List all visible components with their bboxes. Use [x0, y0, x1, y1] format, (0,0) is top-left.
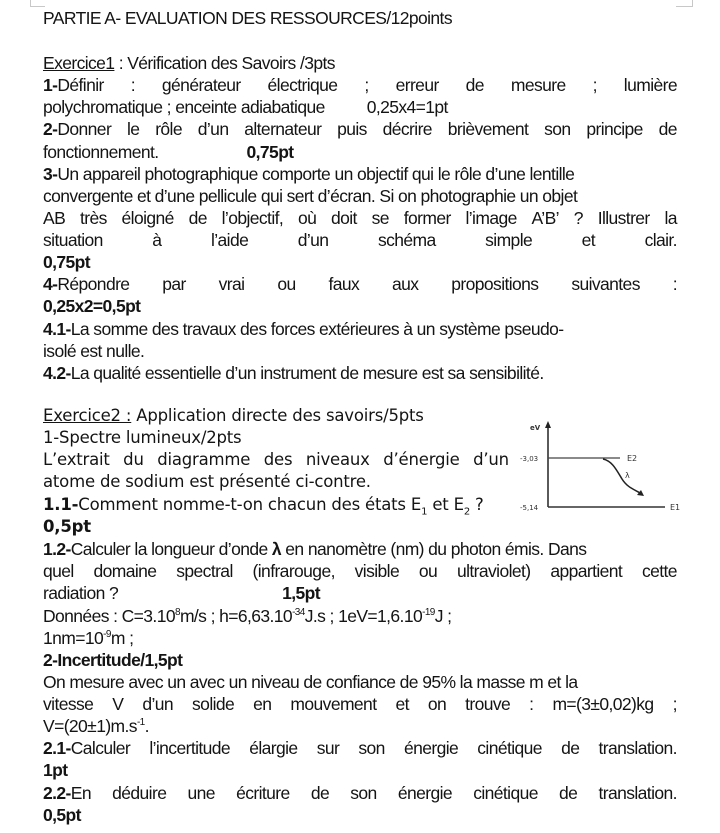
word: V: [112, 694, 124, 714]
svg-text:E2: E2: [627, 454, 638, 463]
donnees-nm-exp: -9: [103, 629, 111, 640]
word: la: [664, 208, 677, 228]
svg-text:-5,14: -5,14: [520, 504, 539, 512]
exercise1-label: Exercice1: [43, 53, 115, 73]
word: translation.: [598, 738, 677, 758]
ex2-q12-text-b: en nanomètre (nm) du photon émis. Dans: [281, 539, 587, 559]
word: diagramme: [157, 450, 251, 469]
word: d’un: [142, 694, 174, 714]
page-corner-mark-left: [30, 0, 45, 7]
svg-text:λ: λ: [625, 471, 630, 480]
ex1-q42-text: La qualité essentielle d’un instrument de mesure est sa sensibilité.: [70, 363, 544, 383]
word: principe: [586, 119, 643, 139]
ex2-donnees-nm: [43, 627, 677, 649]
word: propositions: [451, 274, 539, 294]
word: 2.2-En: [43, 783, 91, 803]
word: puis: [337, 119, 367, 139]
word: suivantes: [571, 274, 640, 294]
partie-title: [43, 7, 677, 29]
question-number: 2.1-: [43, 738, 71, 758]
word: quel: [43, 561, 74, 581]
question-number: 2.2-: [43, 783, 71, 803]
donnees-nm-unit: m ;: [110, 628, 134, 648]
word: son: [358, 738, 385, 758]
word: par: [162, 274, 186, 294]
word: (infrarouge,: [252, 561, 335, 581]
svg-text:E1: E1: [670, 503, 681, 512]
word: éloigné: [121, 208, 174, 228]
word: une: [187, 783, 215, 803]
lambda-symbol: λ: [271, 539, 282, 559]
ex2-inc-line3: [43, 715, 677, 737]
word: mouvement: [290, 694, 377, 714]
word: l’aide: [210, 230, 249, 250]
ex1-q42-number: 4.2-: [43, 363, 71, 383]
ex1-q41-line1: [43, 318, 677, 340]
word: appartient: [550, 561, 623, 581]
ex2-q21-line1: [43, 737, 677, 759]
word: énergie: [403, 738, 459, 758]
ex2-q11-number: 1.1-: [43, 495, 79, 514]
ex2-q12-points: 1,5pt: [282, 583, 320, 603]
word: 2.1-Calculer: [43, 738, 131, 758]
ex1-q41-text-2: isolé est nulle.: [43, 341, 145, 361]
ex2-q11-end: ?: [470, 495, 484, 514]
word: des: [263, 450, 293, 469]
ex2-q11-sub2: 2: [463, 506, 470, 518]
word: de: [465, 75, 484, 95]
word: ;: [672, 694, 677, 714]
ex1-q3-line2: [43, 185, 677, 207]
word: très: [79, 208, 107, 228]
word: l’objectif,: [221, 208, 284, 228]
word: :: [672, 274, 677, 294]
ex2-q22-line1: [43, 782, 677, 804]
word: son: [350, 783, 377, 803]
ex2-inc-text-1: On mesure avec un avec un niveau de confiance de 95% la masse m et la: [43, 672, 578, 692]
word: Illustrer: [597, 208, 650, 228]
ex2-q22-points-text: 0,5pt: [43, 805, 81, 825]
word: :: [130, 75, 135, 95]
page-corner-mark-right: [676, 0, 693, 7]
exercise2-label: Exercice2 :: [43, 406, 132, 425]
question-number: 4-: [43, 274, 58, 294]
ex2-inc-end: .: [144, 716, 149, 736]
ex1-q1-text: polychromatique ; enceinte adiabatique: [43, 97, 325, 117]
donnees-nm: 1nm=10: [43, 628, 104, 648]
word: de: [658, 119, 677, 139]
ex1-q4-points-text: 0,25x2=0,5pt: [43, 296, 141, 316]
ex2-q12-line2: [43, 560, 677, 582]
word: A’B’: [531, 208, 559, 228]
donnees-h-exp: -34: [292, 607, 305, 618]
word: à: [152, 230, 162, 250]
donnees-c: Données : C=3.10: [43, 606, 175, 626]
question-number: 2-: [43, 119, 58, 139]
word: doit: [331, 208, 357, 228]
word: ou: [277, 274, 296, 294]
word: et: [581, 230, 596, 250]
word: domaine: [93, 561, 157, 581]
ex2-q11-sub1: 1: [421, 506, 428, 518]
ex2-inc-line2: [43, 693, 677, 715]
word: l’image: [465, 208, 517, 228]
word: élargie: [249, 738, 298, 758]
word: trouve: [465, 694, 511, 714]
word: d’un: [473, 450, 509, 469]
ex2-q11-text: Comment nomme-t-on chacun des états E: [78, 495, 422, 514]
ex2-q12-number: 1.2-: [43, 539, 71, 559]
word: m=(3±0,02)kg: [552, 694, 654, 714]
word: erreur: [395, 75, 439, 95]
word: d’un: [297, 230, 329, 250]
word: ;: [364, 75, 369, 95]
ex1-q4-line1: [43, 273, 677, 295]
ex2-inc-text-3: V=(20±1)m.s: [43, 716, 137, 736]
ex1-q42-line1: [43, 362, 677, 384]
word: vitesse: [43, 694, 94, 714]
word: ultraviolet): [456, 561, 531, 581]
ex1-q3-line4: [43, 229, 677, 251]
exercise2-title-rest: Application directe des savoirs/5pts: [131, 406, 424, 425]
word: mesure: [510, 75, 566, 95]
ex1-q1-line1: [43, 74, 677, 96]
word: 1-Définir: [43, 75, 104, 95]
ex1-q1-line2: [43, 96, 677, 118]
word: simple: [485, 230, 533, 250]
svg-text:eV: eV: [530, 424, 541, 432]
exercise1-title: [43, 52, 677, 74]
ex1-q2-text: fonctionnement.: [43, 142, 159, 162]
donnees-ev: J.s ; 1eV=1,6.10: [304, 606, 423, 626]
ex2-q21-points-text: 1pt: [43, 760, 68, 780]
word: cette: [641, 561, 677, 581]
ex1-q2-points: 0,75pt: [246, 142, 294, 162]
word: décrire: [382, 119, 432, 139]
word: AB: [43, 208, 66, 228]
axis-arrow-icon: [545, 421, 551, 428]
word: 2-Donner: [43, 119, 112, 139]
word: vrai: [218, 274, 245, 294]
word: faux: [328, 274, 360, 294]
ex2-inc-exp: -1: [136, 717, 145, 728]
ex2-q21-points: [43, 759, 677, 781]
ex1-q2-line2: [43, 141, 677, 163]
word: son: [544, 119, 571, 139]
word: solide: [192, 694, 235, 714]
ex1-q3-number: 3-: [43, 164, 58, 184]
word: de: [559, 783, 578, 803]
word: spectral: [176, 561, 233, 581]
word: ;: [592, 75, 597, 95]
word: cinétique: [477, 738, 542, 758]
word: déduire: [112, 783, 167, 803]
word: niveaux: [305, 450, 370, 469]
word: L’extrait: [43, 450, 110, 469]
word: d’énergie: [383, 450, 460, 469]
word: générateur: [161, 75, 241, 95]
word: d’un: [197, 119, 229, 139]
word: et: [395, 694, 409, 714]
ex2-sub2-title: [43, 649, 677, 671]
word: :: [529, 694, 534, 714]
ex1-q3-line1: [43, 163, 677, 185]
word: former: [403, 208, 451, 228]
word: du: [123, 450, 144, 469]
donnees-h: m/s ; h=6,63.10: [179, 606, 293, 626]
word: situation: [43, 230, 103, 250]
question-number: 1-: [43, 75, 58, 95]
exercise1-title-rest: : Vérification des Savoirs /3pts: [114, 53, 335, 73]
word: visible: [354, 561, 400, 581]
ex1-q41-line2: [43, 340, 677, 362]
ex1-q3-line3: [43, 207, 677, 229]
ex2-inc-line1: [43, 671, 677, 693]
word: 4-Répondre: [43, 274, 130, 294]
ex2-q12-line1: [43, 538, 677, 560]
donnees-ev-exp: -19: [422, 607, 435, 618]
ex2-q11-points-text: 0,5pt: [43, 517, 91, 536]
word: se: [371, 208, 389, 228]
ex1-q3-text-2: convergente et d’une pellicule qui sert d’écran. Si on photographie un objet: [43, 186, 578, 206]
word: ou: [418, 561, 438, 581]
energy-level-diagram: [500, 415, 700, 515]
ex2-q12-line3: [43, 582, 677, 604]
word: de: [310, 783, 330, 803]
word: alternateur: [244, 119, 322, 139]
ex1-q2-line1: [43, 118, 677, 140]
ex1-q41-text: La somme des travaux des forces extérieures à un système pseudo-: [70, 319, 564, 339]
ex2-q11-points: [43, 516, 677, 538]
word: écriture: [236, 783, 290, 803]
word: ?: [573, 208, 583, 228]
word: de: [188, 208, 207, 228]
partie-title-text: PARTIE A- EVALUATION DES RESSOURCES/12points: [43, 8, 452, 28]
svg-text:-3,03: -3,03: [520, 455, 539, 463]
ex1-q3-points-text: 0,75pt: [43, 252, 90, 272]
word: on: [427, 694, 447, 714]
ex2-sub1-title-text: 1-Spectre lumineux/2pts: [43, 428, 242, 447]
ex1-q41-number: 4.1-: [43, 319, 71, 339]
ex1-q1-points: 0,25x4=1pt: [366, 97, 448, 117]
ex2-q12-text-3: radiation ?: [43, 583, 119, 603]
ex2-q11-mid: et E: [427, 495, 464, 514]
ex2-intro-text: atome de sodium est présenté ci-contre.: [43, 472, 371, 491]
ex2-q22-points: [43, 804, 677, 826]
ex2-q12-text-a: Calculer la longueur d’onde: [70, 539, 272, 559]
word: sur: [316, 738, 340, 758]
word: rôle: [155, 119, 182, 139]
word: cinétique: [473, 783, 538, 803]
donnees-c-exp: 8: [174, 607, 180, 618]
ex1-q3-text: Un appareil photographique comporte un objectif qui le rôle d’une lentille: [57, 164, 575, 184]
word: aux: [392, 274, 419, 294]
energy-diagram-svg: [500, 415, 700, 515]
ex1-q4-points: [43, 295, 677, 317]
donnees-ev-unit: J ;: [434, 606, 452, 626]
word: électrique: [267, 75, 338, 95]
word: énergie: [397, 783, 453, 803]
ex2-donnees: [43, 605, 677, 627]
ex1-q3-points: [43, 251, 677, 273]
word: translation.: [598, 783, 677, 803]
word: l’incertitude: [149, 738, 231, 758]
word: brièvement: [447, 119, 529, 139]
ex2-intro-line1: [43, 449, 509, 471]
word: clair.: [644, 230, 677, 250]
word: de: [561, 738, 580, 758]
word: schéma: [377, 230, 436, 250]
word: où: [297, 208, 317, 228]
word: en: [253, 694, 272, 714]
transition-arrow-icon: [637, 490, 644, 496]
ex2-sub2-title-text: 2-Incertitude/1,5pt: [43, 650, 183, 670]
word: le: [126, 119, 140, 139]
word: lumière: [623, 75, 677, 95]
